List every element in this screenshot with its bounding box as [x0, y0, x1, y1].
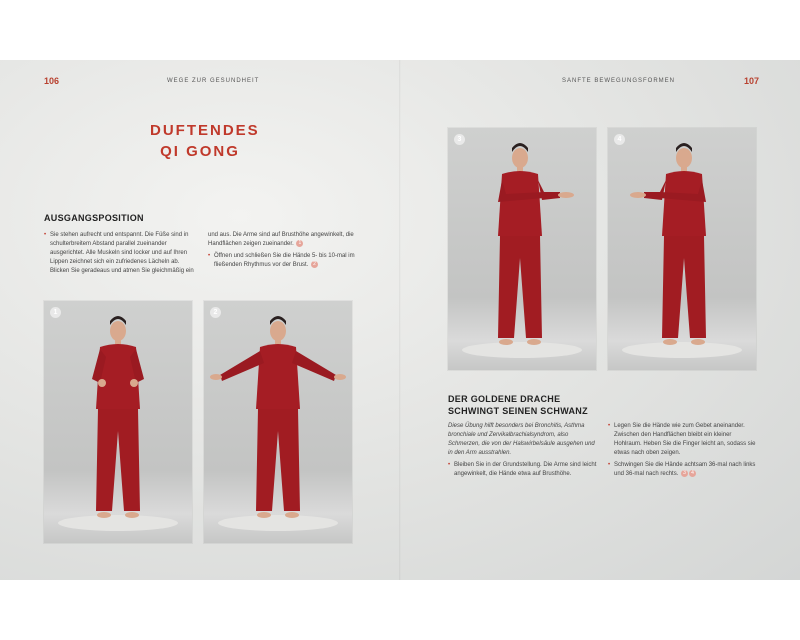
figure-ref-4: 4: [689, 470, 696, 477]
bullet-schwingen: [608, 461, 758, 479]
heading-line-2: SCHWINGT SEINEN SCHWANZ: [448, 406, 588, 416]
photo-4: [608, 128, 756, 370]
figure-illustration-3: [448, 128, 596, 370]
figure-ref-3: 3: [681, 470, 688, 477]
figure-illustration-2: [204, 301, 352, 543]
col2-paragraph: [208, 231, 356, 249]
photo-3-badge: 3: [454, 134, 465, 145]
figure-ref-1: 1: [296, 240, 303, 247]
right-page-number: 107: [744, 76, 760, 86]
figure-illustration-1: [44, 301, 192, 543]
left-running-head: WEGE ZUR GESUNDHEIT: [167, 78, 260, 84]
page-title: [150, 120, 260, 162]
col2-bullet-text: Öffnen und schließen Sie die Hände 5- bis 10-mal im fließenden Rhythmus vor der Brust.: [214, 253, 355, 269]
book-spread: [0, 60, 800, 580]
col2-bullet: [208, 252, 356, 270]
intro-paragraph: • Sie stehen aufrecht und entspannt. Die Füße sind in schulterbreitem Abstand parallel zueinander ausgerichtet. Alle Muskeln sind locker und auf Ihren Lippen zeichnet sich ein zufriedenes Lächeln ab. Blicken Sie geradeaus und atmen Sie gleichmäßig ein: [44, 231, 194, 276]
figure-ref-2: 2: [311, 261, 318, 268]
right-text-column-2: [608, 422, 758, 482]
right-running-head: SANFTE BEWEGUNGSFORMEN: [562, 78, 676, 84]
heading-line-1: DER GOLDENE DRACHE: [448, 394, 561, 404]
bullet-gebet: • Legen Sie die Hände wie zum Gebet aneinander. Zwischen den Handflächen bleibt ein kleiner Hohlraum. Heben Sie die Finger leicht an, sodass sie etwas nach oben zeigen.: [608, 422, 758, 458]
bullet-schwingen-text: Schwingen Sie die Hände achtsam 36-mal nach links und 36-mal nach rechts.: [614, 462, 756, 478]
title-line-2: QI GONG: [160, 143, 240, 160]
figure-illustration-4: [608, 128, 756, 370]
photo-2: [204, 301, 352, 543]
bullet-grundstellung: • Bleiben Sie in der Grundstellung. Die Arme sind leicht angewinkelt, die Hände etwa auf Brusthöhe.: [448, 461, 598, 479]
photo-2-badge: 2: [210, 307, 221, 318]
photo-1-badge: 1: [50, 307, 61, 318]
photo-1: [44, 301, 192, 543]
section-heading-goldener-drache: [448, 393, 648, 417]
photo-3: [448, 128, 596, 370]
text-column-1: [44, 231, 194, 279]
col2-text: und aus. Die Arme sind auf Brusthöhe angewinkelt, die Handflächen zeigen zueinander.: [208, 232, 354, 248]
section-heading-ausgangsposition: AUSGANGSPOSITION: [44, 213, 144, 223]
intro-italic: Diese Übung hilft besonders bei Bronchitis, Asthma bronchiale und Zervikalbrachialsyndrom, also Schmerzen, die von der Halswirbelsäule ausgehen und in den Arm ausstrahlen.: [448, 423, 595, 456]
page-gutter: [399, 60, 401, 580]
text-column-2: [208, 231, 356, 273]
photo-4-badge: 4: [614, 134, 625, 145]
title-line-1: DUFTENDES: [150, 122, 260, 139]
right-text-column-1: [448, 422, 598, 482]
left-page-number: 106: [44, 76, 60, 86]
